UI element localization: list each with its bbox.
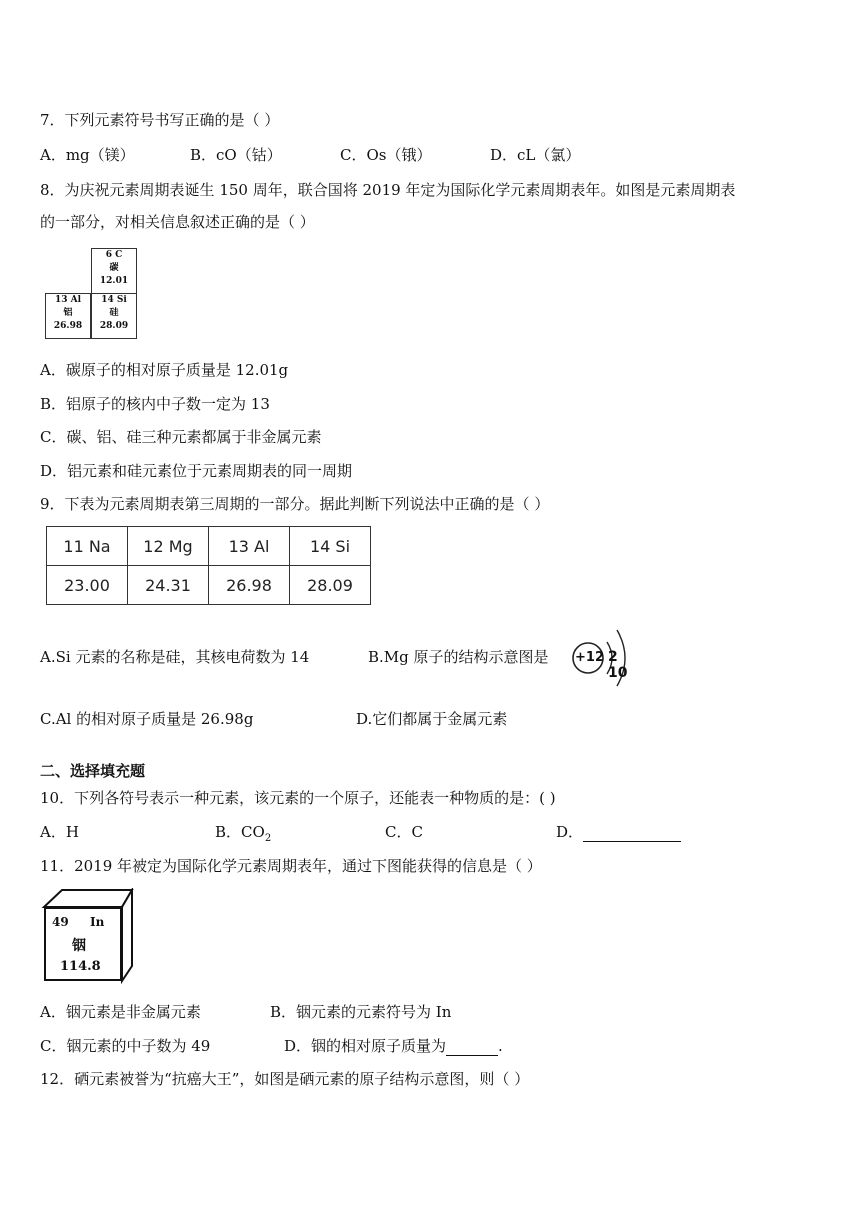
cell-element-name: 铝 xyxy=(63,308,73,318)
q7-stem: 7．下列元素符号书写正确的是（ ） xyxy=(40,111,280,129)
formula-subscript: 2 xyxy=(264,833,272,844)
cell-number-symbol: 14 Si xyxy=(101,295,127,305)
cell-element-name: 硅 xyxy=(109,308,119,318)
q10-stem: 10．下列各符号表示一种元素，该元素的一个原子，还能表一种物质的是：( ) xyxy=(40,789,556,807)
table-cell: 13 Al xyxy=(209,527,290,566)
q10-option-c: C．C xyxy=(385,823,423,841)
cell-atomic-mass: 28.09 xyxy=(99,321,129,331)
q11-option-a: A．铟元素是非金属元素 xyxy=(40,1003,201,1021)
cell-atomic-mass: 12.01 xyxy=(99,276,129,286)
answer-blank[interactable] xyxy=(446,1055,498,1056)
atomic-number: 49 xyxy=(52,915,69,929)
q10-option-a: A．H xyxy=(40,823,79,841)
answer-blank[interactable] xyxy=(583,841,681,842)
q7-option-a: A．mg（镁） xyxy=(40,146,135,164)
periodic-cell-carbon xyxy=(91,248,137,294)
q7-option-d: D．cL（氯） xyxy=(490,146,581,164)
table-cell: 12 Mg xyxy=(128,527,209,566)
element-name: 铟 xyxy=(72,938,86,954)
table-cell: 14 Si xyxy=(290,527,371,566)
table-cell: 26.98 xyxy=(209,566,290,605)
q9-option-d: D.它们都属于金属元素 xyxy=(356,710,508,728)
table-cell: 23.00 xyxy=(47,566,128,605)
cell-number-symbol: 13 Al xyxy=(54,295,82,305)
q8-option-c: C．碳、铝、硅三种元素都属于非金属元素 xyxy=(40,428,322,446)
q9-option-b: B.Mg 原子的结构示意图是 xyxy=(368,648,549,666)
q8-option-d: D．铝元素和硅元素位于元素周期表的同一周期 xyxy=(40,462,353,480)
q11-option-c: C．铟元素的中子数为 49 xyxy=(40,1037,211,1055)
q10-option-b xyxy=(215,822,271,849)
nucleus-charge: +12 xyxy=(575,650,604,665)
cube-front-face xyxy=(44,907,122,981)
cell-number-symbol: 6 C xyxy=(105,250,123,260)
q8-stem-line2: 的一部分，对相关信息叙述正确的是（ ） xyxy=(40,213,315,231)
option-label: D．铟的相对原子质量为 xyxy=(284,1037,447,1055)
q7-option-b: B．cO（钴） xyxy=(190,146,282,164)
mg-atom-structure-diagram xyxy=(567,618,642,696)
q11-stem: 11．2019 年被定为国际化学元素周期表年，通过下图能获得的信息是（ ） xyxy=(40,857,542,875)
table-cell: 28.09 xyxy=(290,566,371,605)
periodic-cell-aluminum xyxy=(45,293,91,339)
section-title: 二、选择填充题 xyxy=(40,762,146,780)
atomic-mass: 114.8 xyxy=(60,959,101,974)
option-label: D． xyxy=(556,823,584,841)
cell-atomic-mass: 26.98 xyxy=(53,321,83,331)
periodic-cell-silicon xyxy=(91,293,137,339)
table-cell: 24.31 xyxy=(128,566,209,605)
q9-option-c: C.Al 的相对原子质量是 26.98g xyxy=(40,710,254,728)
q8-option-b: B．铝原子的核内中子数一定为 13 xyxy=(40,395,270,413)
q9-option-a: A.Si 元素的名称是硅，其核电荷数为 14 xyxy=(40,648,310,666)
formula-text: B．CO xyxy=(215,823,265,841)
q12-stem: 12．硒元素被誉为“抗癌大王”，如图是硒元素的原子结构示意图，则（ ） xyxy=(40,1070,530,1088)
q10-option-d xyxy=(556,822,681,842)
element-symbol: In xyxy=(90,915,105,929)
table-cell: 11 Na xyxy=(47,527,128,566)
option-end: . xyxy=(498,1037,503,1055)
q7-option-c: C．Os（锇） xyxy=(340,146,432,164)
q8-stem-line1: 8．为庆祝元素周期表诞生 150 周年，联合国将 2019 年定为国际化学元素周期表年。如图是元素周期表 xyxy=(40,181,736,199)
electron-shell-counts: 2 10 xyxy=(608,649,628,681)
period3-table xyxy=(46,526,371,605)
q11-option-d xyxy=(284,1036,503,1056)
q9-stem: 9．下表为元素周期表第三周期的一部分。据此判断下列说法中正确的是（ ） xyxy=(40,495,550,513)
q8-option-a: A．碳原子的相对原子质量是 12.01g xyxy=(40,361,289,379)
table-row xyxy=(47,566,371,605)
cell-element-name: 碳 xyxy=(109,263,119,273)
table-row xyxy=(47,527,371,566)
q11-option-b: B．铟元素的元素符号为 In xyxy=(270,1003,452,1021)
